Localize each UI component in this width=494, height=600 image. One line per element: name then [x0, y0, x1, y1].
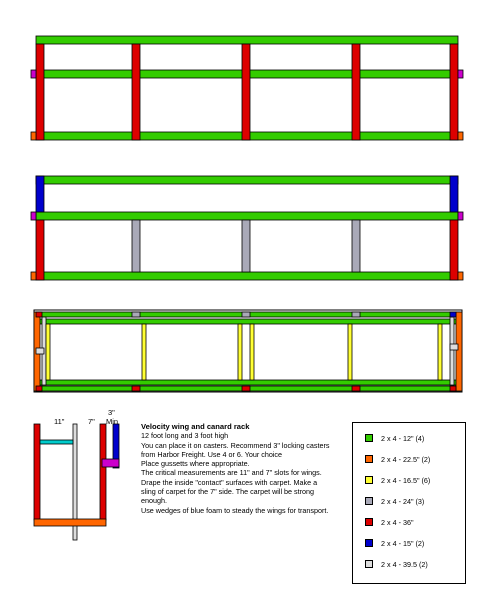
front-post-1 — [36, 44, 44, 140]
top-rail-lower-a — [36, 380, 460, 385]
legend-item — [365, 559, 428, 569]
legend-label: 2 x 4 - 39.5 (2) — [381, 559, 428, 569]
back-foot-left — [31, 272, 36, 280]
top-caster-right — [450, 344, 458, 350]
front-foot-left — [31, 132, 36, 140]
top-post-foot-2 — [132, 386, 140, 391]
top-caster-left — [36, 348, 44, 354]
top-cross-6 — [46, 324, 50, 380]
top-cross-4 — [348, 324, 352, 380]
side-base — [34, 519, 106, 526]
front-top-rail — [36, 36, 458, 44]
side-cyan-sling — [40, 440, 73, 444]
description-line: Use wedges of blue foam to steady the wings for transport. — [141, 505, 329, 515]
legend-swatch — [365, 434, 373, 442]
front-gusset-left — [31, 70, 36, 78]
top-post-cap-3 — [242, 312, 250, 317]
top-cross-2 — [238, 324, 242, 380]
front-foot-right — [458, 132, 463, 140]
back-top-rail — [36, 176, 458, 184]
back-post-right-upper — [450, 176, 458, 212]
back-foot-right — [458, 272, 463, 280]
back-bottom-rail — [36, 272, 458, 280]
top-cross-5 — [438, 324, 442, 380]
description-line: 12 foot long and 3 foot high — [141, 431, 229, 441]
description-title: Velocity wing and canard rack — [141, 422, 250, 431]
back-gusset-left — [31, 212, 36, 220]
top-post-cap-2 — [132, 312, 140, 317]
front-post-2 — [132, 44, 140, 140]
legend-label: 2 x 4 - 15" (2) — [381, 538, 425, 548]
slot-7-label: 7" — [88, 417, 95, 426]
legend-item — [365, 433, 424, 443]
side-post-right — [100, 424, 106, 520]
legend-swatch — [365, 476, 373, 484]
side-view-labels — [54, 408, 118, 426]
top-post-cap-5 — [450, 312, 456, 317]
front-gusset-right — [458, 70, 463, 78]
back-mid-rail — [36, 212, 458, 220]
back-post-left-lower — [36, 220, 44, 280]
legend-label: 2 x 4 - 22.5" (2) — [381, 454, 431, 464]
legend-swatch — [365, 539, 373, 547]
top-cross-1 — [142, 324, 146, 380]
back-view — [31, 176, 463, 280]
side-view — [34, 424, 119, 540]
front-view — [31, 36, 463, 140]
legend-swatch — [365, 518, 373, 526]
back-gusset-right — [458, 212, 463, 220]
top-end-right — [456, 312, 462, 391]
back-post-right-lower — [450, 220, 458, 280]
legend-item — [365, 538, 424, 548]
slot-11-label: 11" — [54, 417, 65, 426]
front-post-4 — [352, 44, 360, 140]
top-post-foot-4 — [352, 386, 360, 391]
top-post-foot-1 — [36, 386, 42, 391]
side-post-left — [34, 424, 40, 520]
legend-swatch — [365, 560, 373, 568]
legend-item — [365, 454, 430, 464]
description-line: sling of carpet for the 7" side. The carpet will be strong — [141, 487, 315, 497]
legend-label: 2 x 4 - 24" (3) — [381, 496, 425, 506]
description-line: Drape the inside "contact" surfaces with carpet. Make a — [141, 477, 318, 487]
top-post-cap-1 — [36, 312, 42, 317]
description — [141, 422, 351, 515]
top-view — [34, 310, 462, 392]
back-post-4 — [352, 220, 360, 272]
description-line: from Harbor Freight. Use 4 or 6. Your choice — [141, 449, 283, 459]
top-inner-end-right — [450, 317, 454, 385]
front-post-5 — [450, 44, 458, 140]
side-magenta-brace — [102, 459, 119, 467]
top-post-foot-3 — [242, 386, 250, 391]
back-post-left-upper — [36, 176, 44, 212]
description-line: You can place it on casters. Recommend 3" locking casters — [141, 440, 330, 450]
legend-item — [365, 496, 424, 506]
min-label: Min — [106, 417, 119, 426]
back-post-3 — [242, 220, 250, 272]
legend-swatch — [365, 455, 373, 463]
legend-label: 2 x 4 - 36" — [381, 517, 414, 527]
top-cross-3 — [250, 324, 254, 380]
front-post-3 — [242, 44, 250, 140]
description-line: The critical measurements are 11" and 7" slots for wings. — [141, 468, 322, 478]
top-post-cap-4 — [352, 312, 360, 317]
top-post-foot-5 — [450, 386, 456, 391]
legend-item — [365, 475, 430, 485]
top-rail-upper-b — [36, 319, 460, 324]
description-line: Place gussetts where appropriate. — [141, 459, 250, 469]
description-line: enough. — [141, 496, 167, 506]
legend-label: 2 x 4 - 16.5" (6) — [381, 475, 431, 485]
back-post-2 — [132, 220, 140, 272]
legend-swatch — [365, 497, 373, 505]
legend-label: 2 x 4 - 12" (4) — [381, 433, 425, 443]
legend — [352, 422, 466, 584]
legend-item — [365, 517, 414, 527]
min-3-label: 3" — [108, 408, 115, 417]
